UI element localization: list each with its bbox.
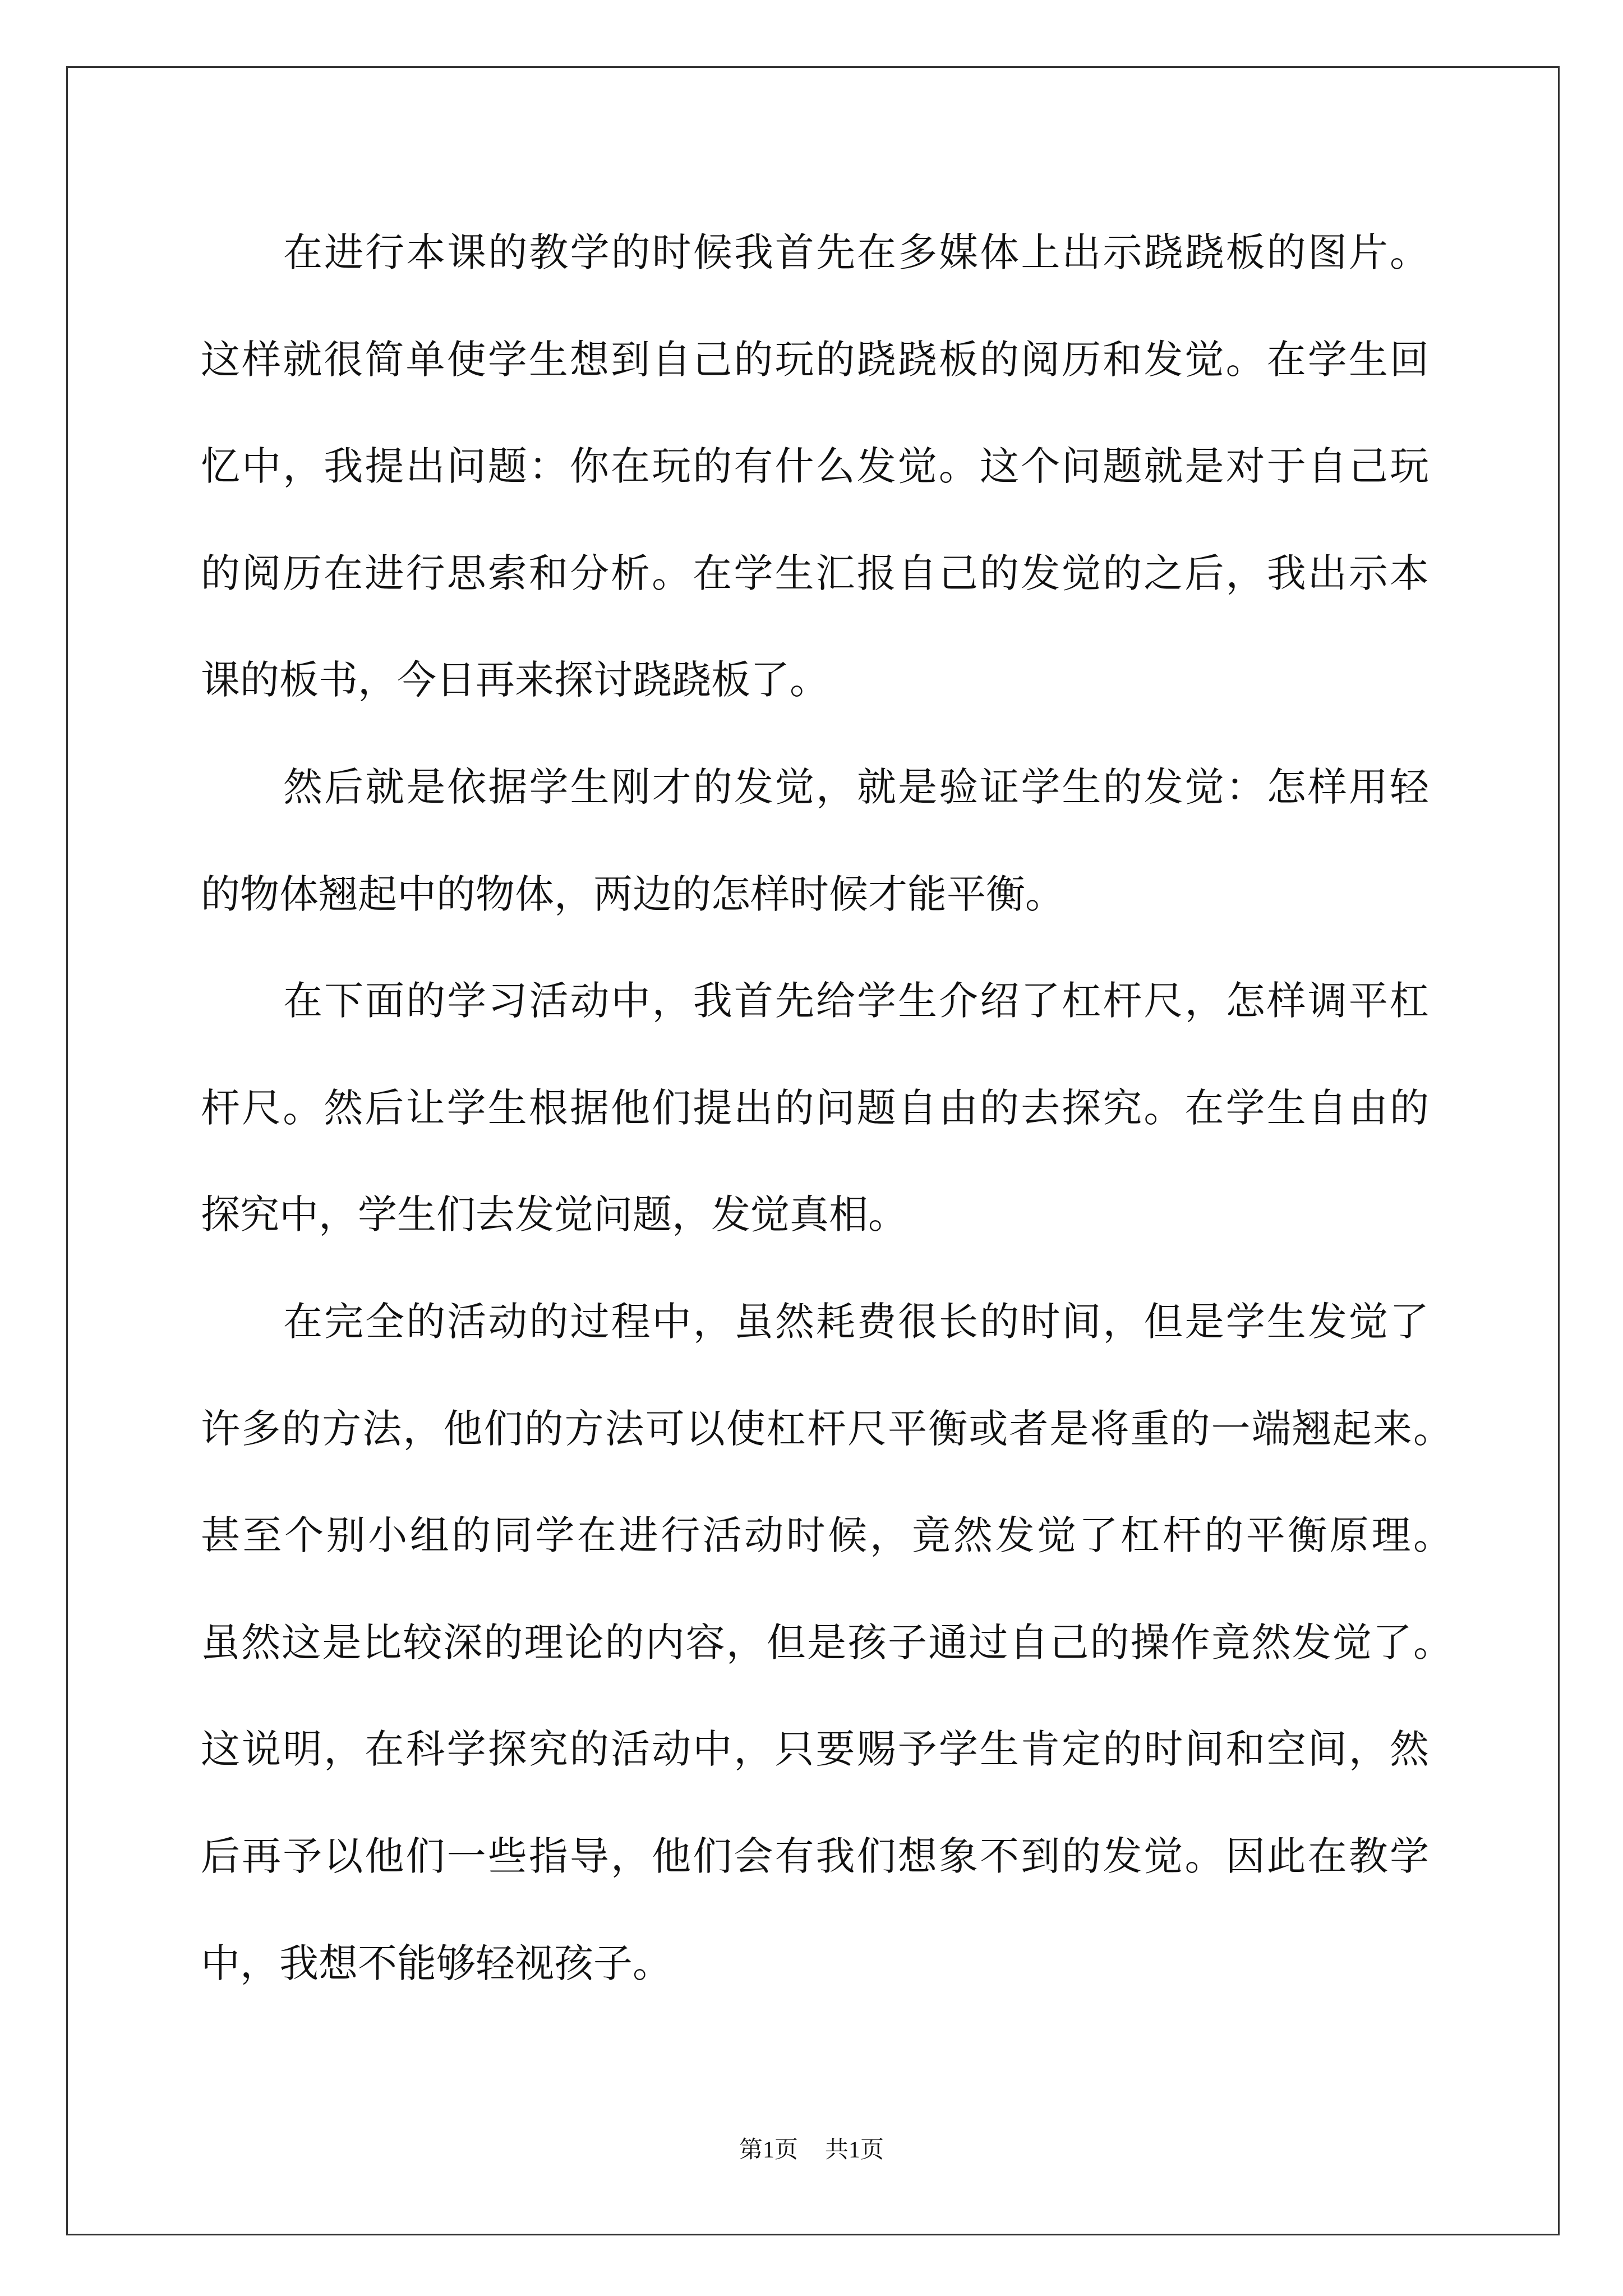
text-line: 然后就是依据学生刚才的发觉，就是验证学生的发觉：怎样用轻 <box>283 763 1429 810</box>
text-line: 中，我想不能够轻视孩子。 <box>201 1940 672 1986</box>
paragraph-2 <box>201 734 1429 947</box>
page-footer <box>0 2134 1623 2166</box>
text-line: 探究中，学生们去发觉问题，发觉真相。 <box>201 1191 907 1238</box>
text-line: 在完全的活动的过程中，虽然耗费很长的时间，但是学生发觉了 <box>283 1298 1429 1345</box>
paragraph-4 <box>201 1268 1453 2017</box>
text-line: 虽然这是比较深的理论的内容，但是孩子通过自己的操作竟然发觉了。 <box>201 1619 1453 1665</box>
text-line: 课的板书，今日再来探讨跷跷板了。 <box>201 657 829 703</box>
document-body <box>201 199 1453 2017</box>
text-line: 甚至个别小组的同学在进行活动时候，竟然发觉了杠杆的平衡原理。 <box>201 1512 1453 1559</box>
text-line: 这说明，在科学探究的活动中，只要赐予学生肯定的时间和空间，然 <box>201 1726 1429 1773</box>
text-line: 的物体翘起中的物体，两边的怎样时候才能平衡。 <box>201 871 1064 917</box>
text-line: 这样就很简单使学生想到自己的玩的跷跷板的阅历和发觉。在学生回 <box>201 336 1429 383</box>
text-line: 的阅历在进行思索和分析。在学生汇报自己的发觉的之后，我出示本 <box>201 550 1429 596</box>
text-line: 后再予以他们一些指导，他们会有我们想象不到的发觉。因此在教学 <box>201 1833 1429 1879</box>
text-line: 忆中，我提出问题：你在玩的有什么发觉。这个问题就是对于自己玩 <box>201 443 1429 490</box>
text-line: 杆尺。然后让学生根据他们提出的问题自由的去探究。在学生自由的 <box>201 1084 1429 1131</box>
text-line: 在下面的学习活动中，我首先给学生介绍了杠杆尺，怎样调平杠 <box>283 978 1429 1024</box>
page-number-current: 第1页 <box>739 2137 798 2163</box>
text-line: 许多的方法，他们的方法可以使杠杆尺平衡或者是将重的一端翘起来。 <box>201 1405 1453 1452</box>
page-number-total: 共1页 <box>825 2137 884 2163</box>
text-line: 在进行本课的教学的时候我首先在多媒体上出示跷跷板的图片。 <box>283 229 1429 275</box>
paragraph-3 <box>201 947 1429 1268</box>
paragraph-1 <box>201 199 1429 734</box>
